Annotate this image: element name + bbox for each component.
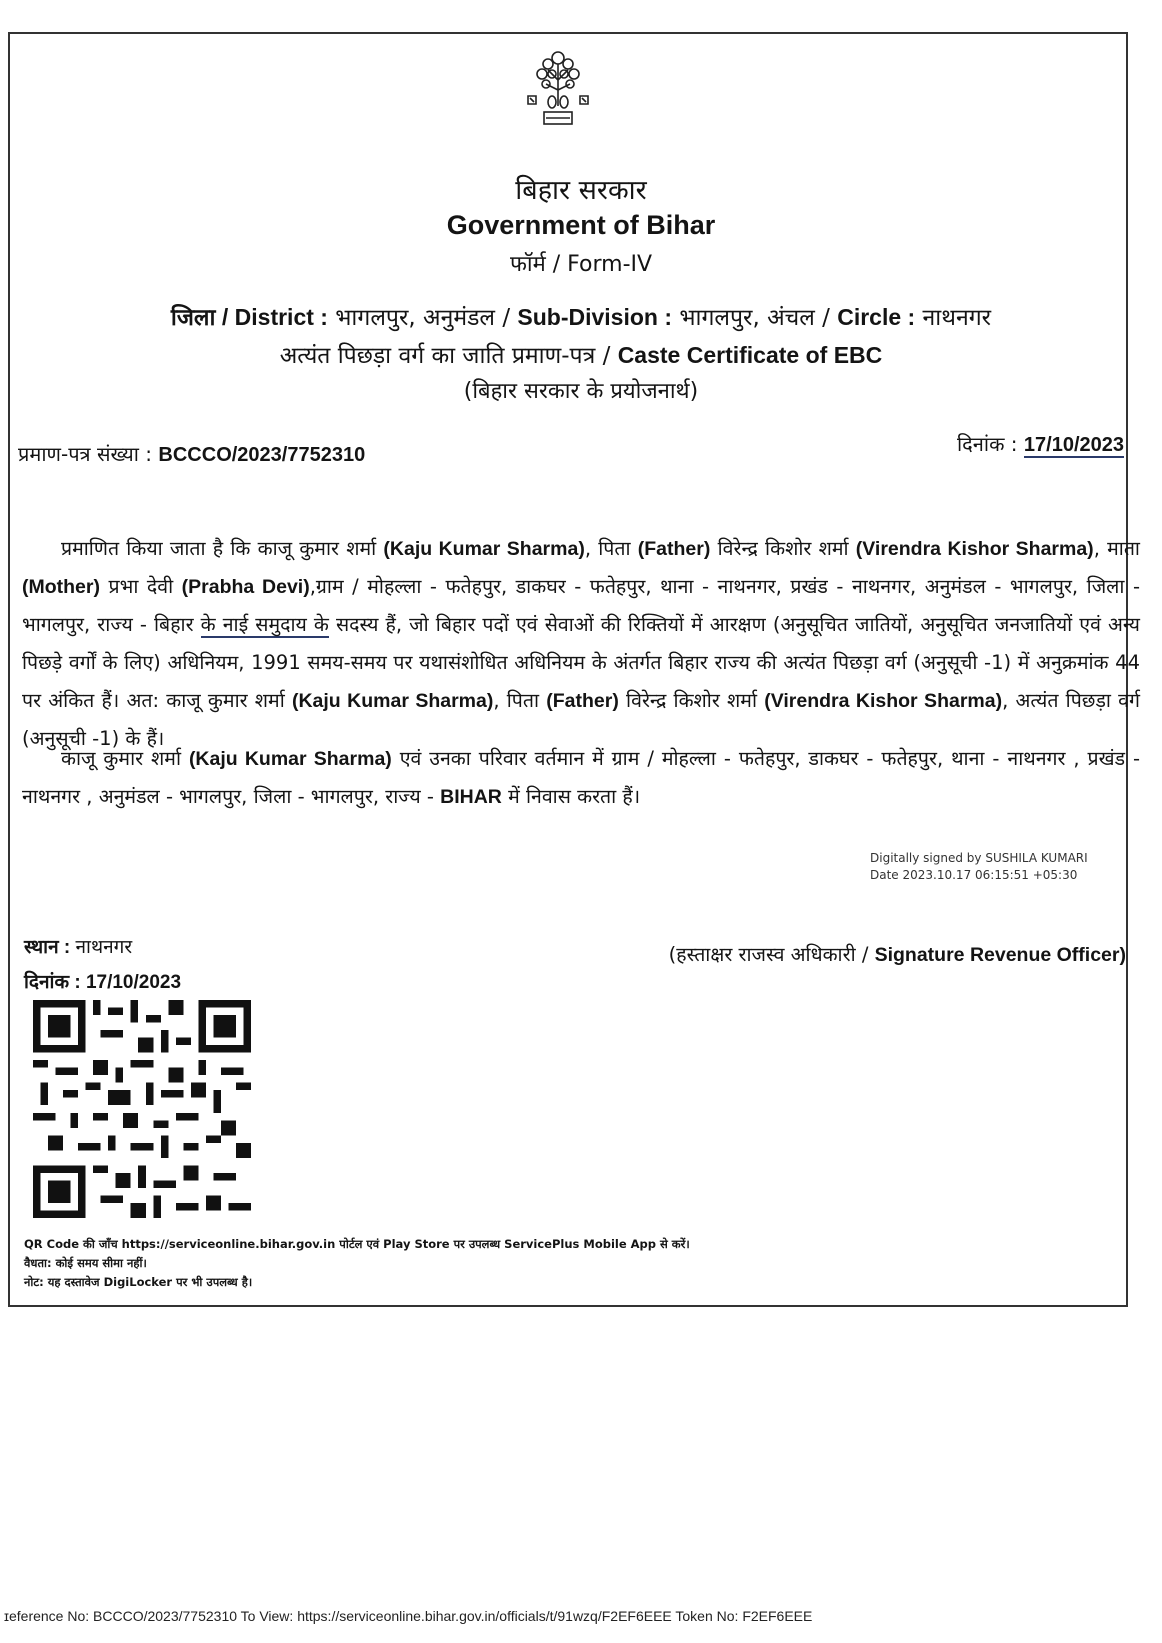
bottom-date	[24, 965, 181, 1000]
digital-signature-signer: Digitally signed by SUSHILA KUMARI	[870, 851, 1088, 865]
place	[24, 930, 181, 965]
digital-signature-date: Date 2023.10.17 06:15:51 +05:30	[870, 868, 1078, 882]
para1-text: , पिता	[584, 537, 638, 560]
circle-label: Circle :	[837, 304, 916, 330]
para1-community: के नाई समुदाय के	[200, 613, 329, 636]
qr-code-icon	[33, 1000, 251, 1218]
para1-text: विरेन्द्र किशोर शर्मा	[710, 537, 856, 560]
para2-text: एवं उनका परिवार वर्तमान में ग्राम / मोहल्ला - फतेहपुर, डाकघर - फतेहपुर, थाना - नाथनगर , प्रखंड - नाथनगर , अनुमंडल - भागलपुर, जिला - भागलपुर, राज्य -	[22, 747, 1140, 808]
form-label: फॉर्म / Form-IV	[509, 252, 653, 277]
circle-value: नाथनगर	[915, 305, 992, 331]
para1-text: सदस्य हैं, जो बिहार पदों एवं सेवाओं की रिक्तियों में आरक्षण (अनुसूचित जातियों, अनुसूचित जनजातियों एवं अन्य पिछड़े वर्गों के लिए) अधिनियम, 1991 समय-समय पर यथासंशोधित अधिनियम के अंतर्गत बिहार राज्य की अत्यंत पिछड़ा वर्ग (अनुसूची -1) में अनुक्रमांक 44 पर अंकित हैं। अत: काजू कुमार शर्मा	[22, 613, 1140, 712]
place-label: स्थान :	[24, 937, 76, 958]
footnotes	[24, 1235, 690, 1292]
district-line	[0, 300, 1162, 332]
district-label: जिला / District :	[170, 304, 328, 330]
subdivision-value: भागलपुर, अंचल /	[672, 305, 838, 331]
issue-date	[957, 430, 1124, 457]
para1-text: प्रभा देवी	[99, 575, 182, 598]
place-and-date	[24, 930, 181, 1000]
para2-text: काजू कुमार शर्मा	[61, 747, 189, 770]
para1-text: , पिता	[493, 689, 547, 712]
para1-name-english: (Kaju Kumar Sharma)	[383, 538, 585, 560]
certificate-number-value: BCCCO/2023/7752310	[158, 444, 366, 466]
para1-text: प्रमाणित किया जाता है कि काजू कुमार शर्मा	[61, 537, 384, 560]
certificate-title-hindi: अत्यंत पिछड़ा वर्ग का जाति प्रमाण-पत्र /	[279, 343, 618, 369]
para1-mother-name-english: (Prabha Devi)	[181, 576, 310, 598]
govt-hindi-title: बिहार सरकार	[515, 175, 647, 206]
para1-text: , माता	[1093, 537, 1140, 560]
para1-name-english: (Kaju Kumar Sharma)	[291, 690, 494, 712]
para1-father-label: (Father)	[546, 690, 619, 712]
bottom-date-label: दिनांक :	[24, 972, 86, 993]
para1-father-label: (Father)	[637, 538, 711, 560]
certificate-title	[0, 338, 1162, 370]
certification-paragraph	[22, 530, 1140, 758]
para1-text: , अत्यंत पिछड़ा वर्ग (अनुसूची -1) के हैं।	[22, 689, 1140, 750]
para1-mother-label: (Mother)	[22, 576, 100, 598]
govt-english-title: Government of Bihar	[446, 210, 716, 240]
signature-line-hindi: (हस्ताक्षर राजस्व अधिकारी /	[668, 943, 875, 966]
digilocker-note: नोट: यह दस्तावेज DigiLocker पर भी उपलब्ध है।	[24, 1275, 253, 1289]
place-value: नाथनगर	[75, 936, 133, 958]
district-value: भागलपुर, अनुमंडल /	[327, 305, 518, 331]
issue-date-value: 17/10/2023	[1023, 434, 1124, 456]
para1-father-name-english: (Virendra Kishor Sharma)	[855, 538, 1094, 560]
certificate-title-english: Caste Certificate of EBC	[617, 342, 883, 368]
purpose-line: (बिहार सरकार के प्रयोजनार्थ)	[463, 379, 699, 404]
signature-line	[669, 940, 1126, 967]
para1-text: विरेन्द्र किशोर शर्मा	[618, 689, 765, 712]
para1-father-name-english: (Virendra Kishor Sharma)	[764, 690, 1003, 712]
para1-text: ,ग्राम / मोहल्ला - फतेहपुर, डाकघर - फतेहपुर, थाना - नाथनगर, प्रखंड - नाथनगर, अनुमंडल - भागलपुर, जिला - भागलपुर, राज्य - बिहार	[22, 575, 1140, 636]
bihar-emblem-icon	[520, 44, 596, 140]
para2-state: BIHAR	[440, 786, 502, 808]
subdivision-label: Sub-Division :	[517, 304, 673, 330]
bottom-date-value: 17/10/2023	[85, 972, 182, 993]
signature-line-english: Signature Revenue Officer)	[874, 944, 1126, 966]
para2-name-english: (Kaju Kumar Sharma)	[188, 748, 392, 770]
certificate-number	[18, 440, 365, 467]
para2-text: में निवास करता हैं।	[501, 785, 641, 808]
certificate-number-label: प्रमाण-पत्र संख्या :	[18, 442, 159, 466]
issue-date-label: दिनांक :	[956, 432, 1024, 456]
digital-signature	[870, 850, 1088, 884]
reference-line: ɪeference No: BCCCO/2023/7752310 To View: https://serviceonline.bihar.gov.in/officials/t/91wzq/F2EF6EEE Token No: F2EF6EEE	[4, 1608, 813, 1624]
validity-note: वैधता: कोई समय सीमा नहीं।	[24, 1256, 147, 1270]
residence-paragraph	[22, 740, 1140, 816]
qr-verification-note: QR Code की जाँच https://serviceonline.bihar.gov.in पोर्टल एवं Play Store पर उपलब्ध ServicePlus Mobile App से करें।	[24, 1237, 690, 1251]
